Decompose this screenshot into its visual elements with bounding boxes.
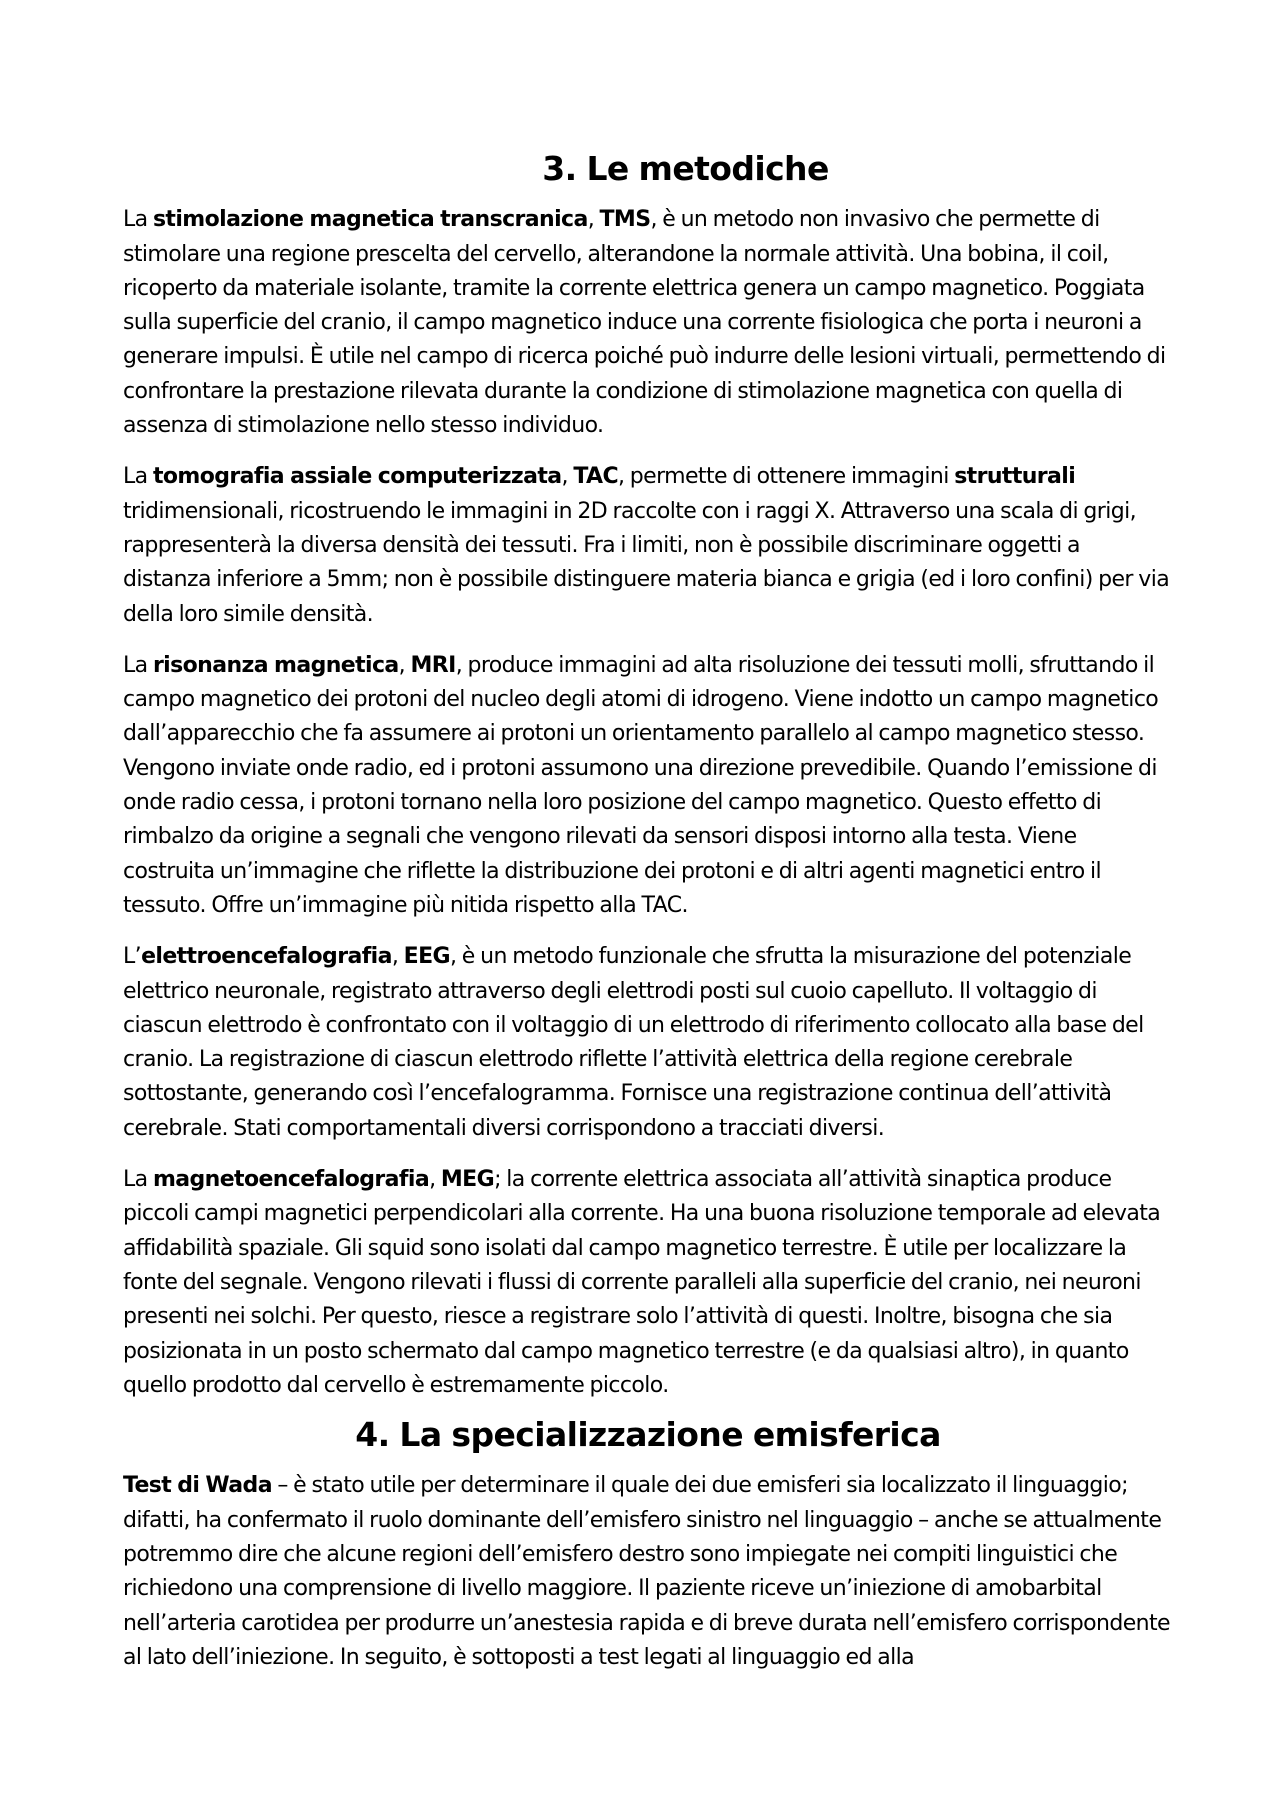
term-separator: , — [587, 207, 600, 233]
term-meg: magnetoencefalografia — [152, 1167, 430, 1193]
paragraph-tac — [123, 460, 1173, 631]
abbr-meg: MEG — [440, 1167, 495, 1193]
abbr-tac: TAC — [573, 464, 619, 490]
term-separator: , — [561, 464, 574, 490]
paragraph-prefix: La — [123, 652, 153, 678]
term-separator: , — [429, 1167, 441, 1193]
paragraph-body: , è un metodo non invasivo che permette di stimolare una regione prescelta del cervello, alterandone la normale attività. Una bobina, il coil, ricoperto da materiale isolante, tramite la corrente elettrica genera un campo magnetico. Poggiata sulla superficie del cranio, il campo magnetico induce una corrente fisiologica che porta i neuroni a generare impulsi. È utile nel campo di ricerca poiché può indurre delle lesioni virtuali, permettendo di confrontare la prestazione rilevata durante la condizione di stimolazione magnetica con quella di assenza di stimolazione nello stesso individuo. — [123, 207, 1166, 439]
term-separator: , — [391, 944, 404, 970]
paragraph-body: – è stato utile per determinare il quale dei due emisferi sia localizzato il linguaggio; difatti, ha confermato il ruolo dominante dell’emisfero sinistro nel linguaggio – anche se attualmente potremmo dire che alcune regioni dell’emisfero destro sono impiegate nei compiti linguistici che richiedono una comprensione di livello maggiore. Il paziente riceve un’iniezione di amobarbital nell’arteria carotidea per produrre un’anestesia rapida e di breve durata nell’emisfero corrispondente al lato dell’iniezione. In seguito, è sottoposti a test legati al linguaggio ed alla — [123, 1473, 1170, 1670]
abbr-tms: TMS — [599, 207, 651, 233]
paragraph-body: tridimensionali, ricostruendo le immagini in 2D raccolte con i raggi X. Attraverso una scala di grigi, rappresenterà la diversa densità dei tessuti. Fra i limiti, non è possibile discriminare oggetti a distanza inferiore a 5mm; non è possibile distinguere materia bianca e grigia (ed i loro confini) per via della loro simile densità. — [123, 498, 1170, 627]
paragraph-body: , è un metodo funzionale che sfrutta la misurazione del potenziale elettrico neuronale, registrato attraverso degli elettrodi posti sul cuoio capelluto. Il voltaggio di ciascun elettrodo è confrontato con il voltaggio di un elettrodo di riferimento collocato alla base del cranio. La registrazione di ciascun elettrodo riflette l’attività elettrica della regione cerebrale sottostante, generando così l’encefalogramma. Fornisce una registrazione continua dell’attività cerebrale. Stati comportamentali diversi corrispondono a tracciati diversi. — [123, 944, 1144, 1141]
term-wada: Test di Wada — [123, 1473, 272, 1499]
paragraph-body-before: , permette di ottenere immagini — [618, 464, 955, 490]
paragraph-prefix: La — [123, 464, 153, 490]
paragraph-body: ; la corrente elettrica associata all’attività sinaptica produce piccoli campi magnetici perpendicolari alla corrente. Ha una buona risoluzione temporale ad elevata affidabilità spaziale. Gli squid sono isolati dal campo magnetico terrestre. È utile per localizzare la fonte del segnale. Vengono rilevati i flussi di corrente paralleli alla superficie del cranio, nei neuroni presenti nei solchi. Per questo, riesce a registrare solo l’attività di questi. Inoltre, bisogna che sia posizionata in un posto schermato dal campo magnetico terrestre (e da qualsiasi altro), in quanto quello prodotto dal cervello è estremamente piccolo. — [123, 1167, 1161, 1398]
section-heading-metodiche: 3. Le metodiche — [542, 149, 829, 188]
term-tac: tomografia assiale computerizzata — [152, 464, 562, 490]
inline-bold-strutturali: strutturali — [954, 464, 1076, 490]
section-heading-specializzazione: 4. La specializzazione emisferica — [355, 1415, 941, 1455]
paragraph-prefix: La — [123, 207, 153, 233]
paragraph-tms — [123, 203, 1173, 443]
term-eeg: elettroencefalografia — [141, 944, 392, 970]
term-mri: risonanza magnetica — [152, 652, 399, 678]
paragraph-prefix: La — [123, 1167, 153, 1193]
paragraph-body: , produce immagini ad alta risoluzione dei tessuti molli, sfruttando il campo magnetico dei protoni del nucleo degli atomi di idrogeno. Viene indotto un campo magnetico dall’apparecchio che fa assumere ai protoni un orientamento parallelo al campo magnetico stesso. Vengono inviate onde radio, ed i protoni assumono una direzione prevedibile. Quando l’emissione di onde radio cessa, i protoni tornano nella loro posizione del campo magnetico. Questo effetto di rimbalzo da origine a segnali che vengono rilevati da sensori disposi intorno alla testa. Viene costruita un’immagine che riflette la distribuzione dei protoni e di altri agenti magnetici entro il tessuto. Offre un’immagine più nitida rispetto alla TAC. — [123, 652, 1159, 918]
paragraph-wada — [123, 1469, 1173, 1675]
paragraph-prefix: L’ — [123, 944, 142, 970]
paragraph-eeg — [123, 940, 1173, 1146]
paragraph-mri — [123, 649, 1173, 923]
term-tms: stimolazione magnetica transcranica — [152, 207, 588, 233]
document-body — [123, 149, 1173, 1692]
paragraph-meg — [123, 1163, 1173, 1403]
abbr-eeg: EEG — [403, 944, 450, 970]
term-separator: , — [398, 652, 411, 678]
abbr-mri: MRI — [410, 652, 456, 678]
